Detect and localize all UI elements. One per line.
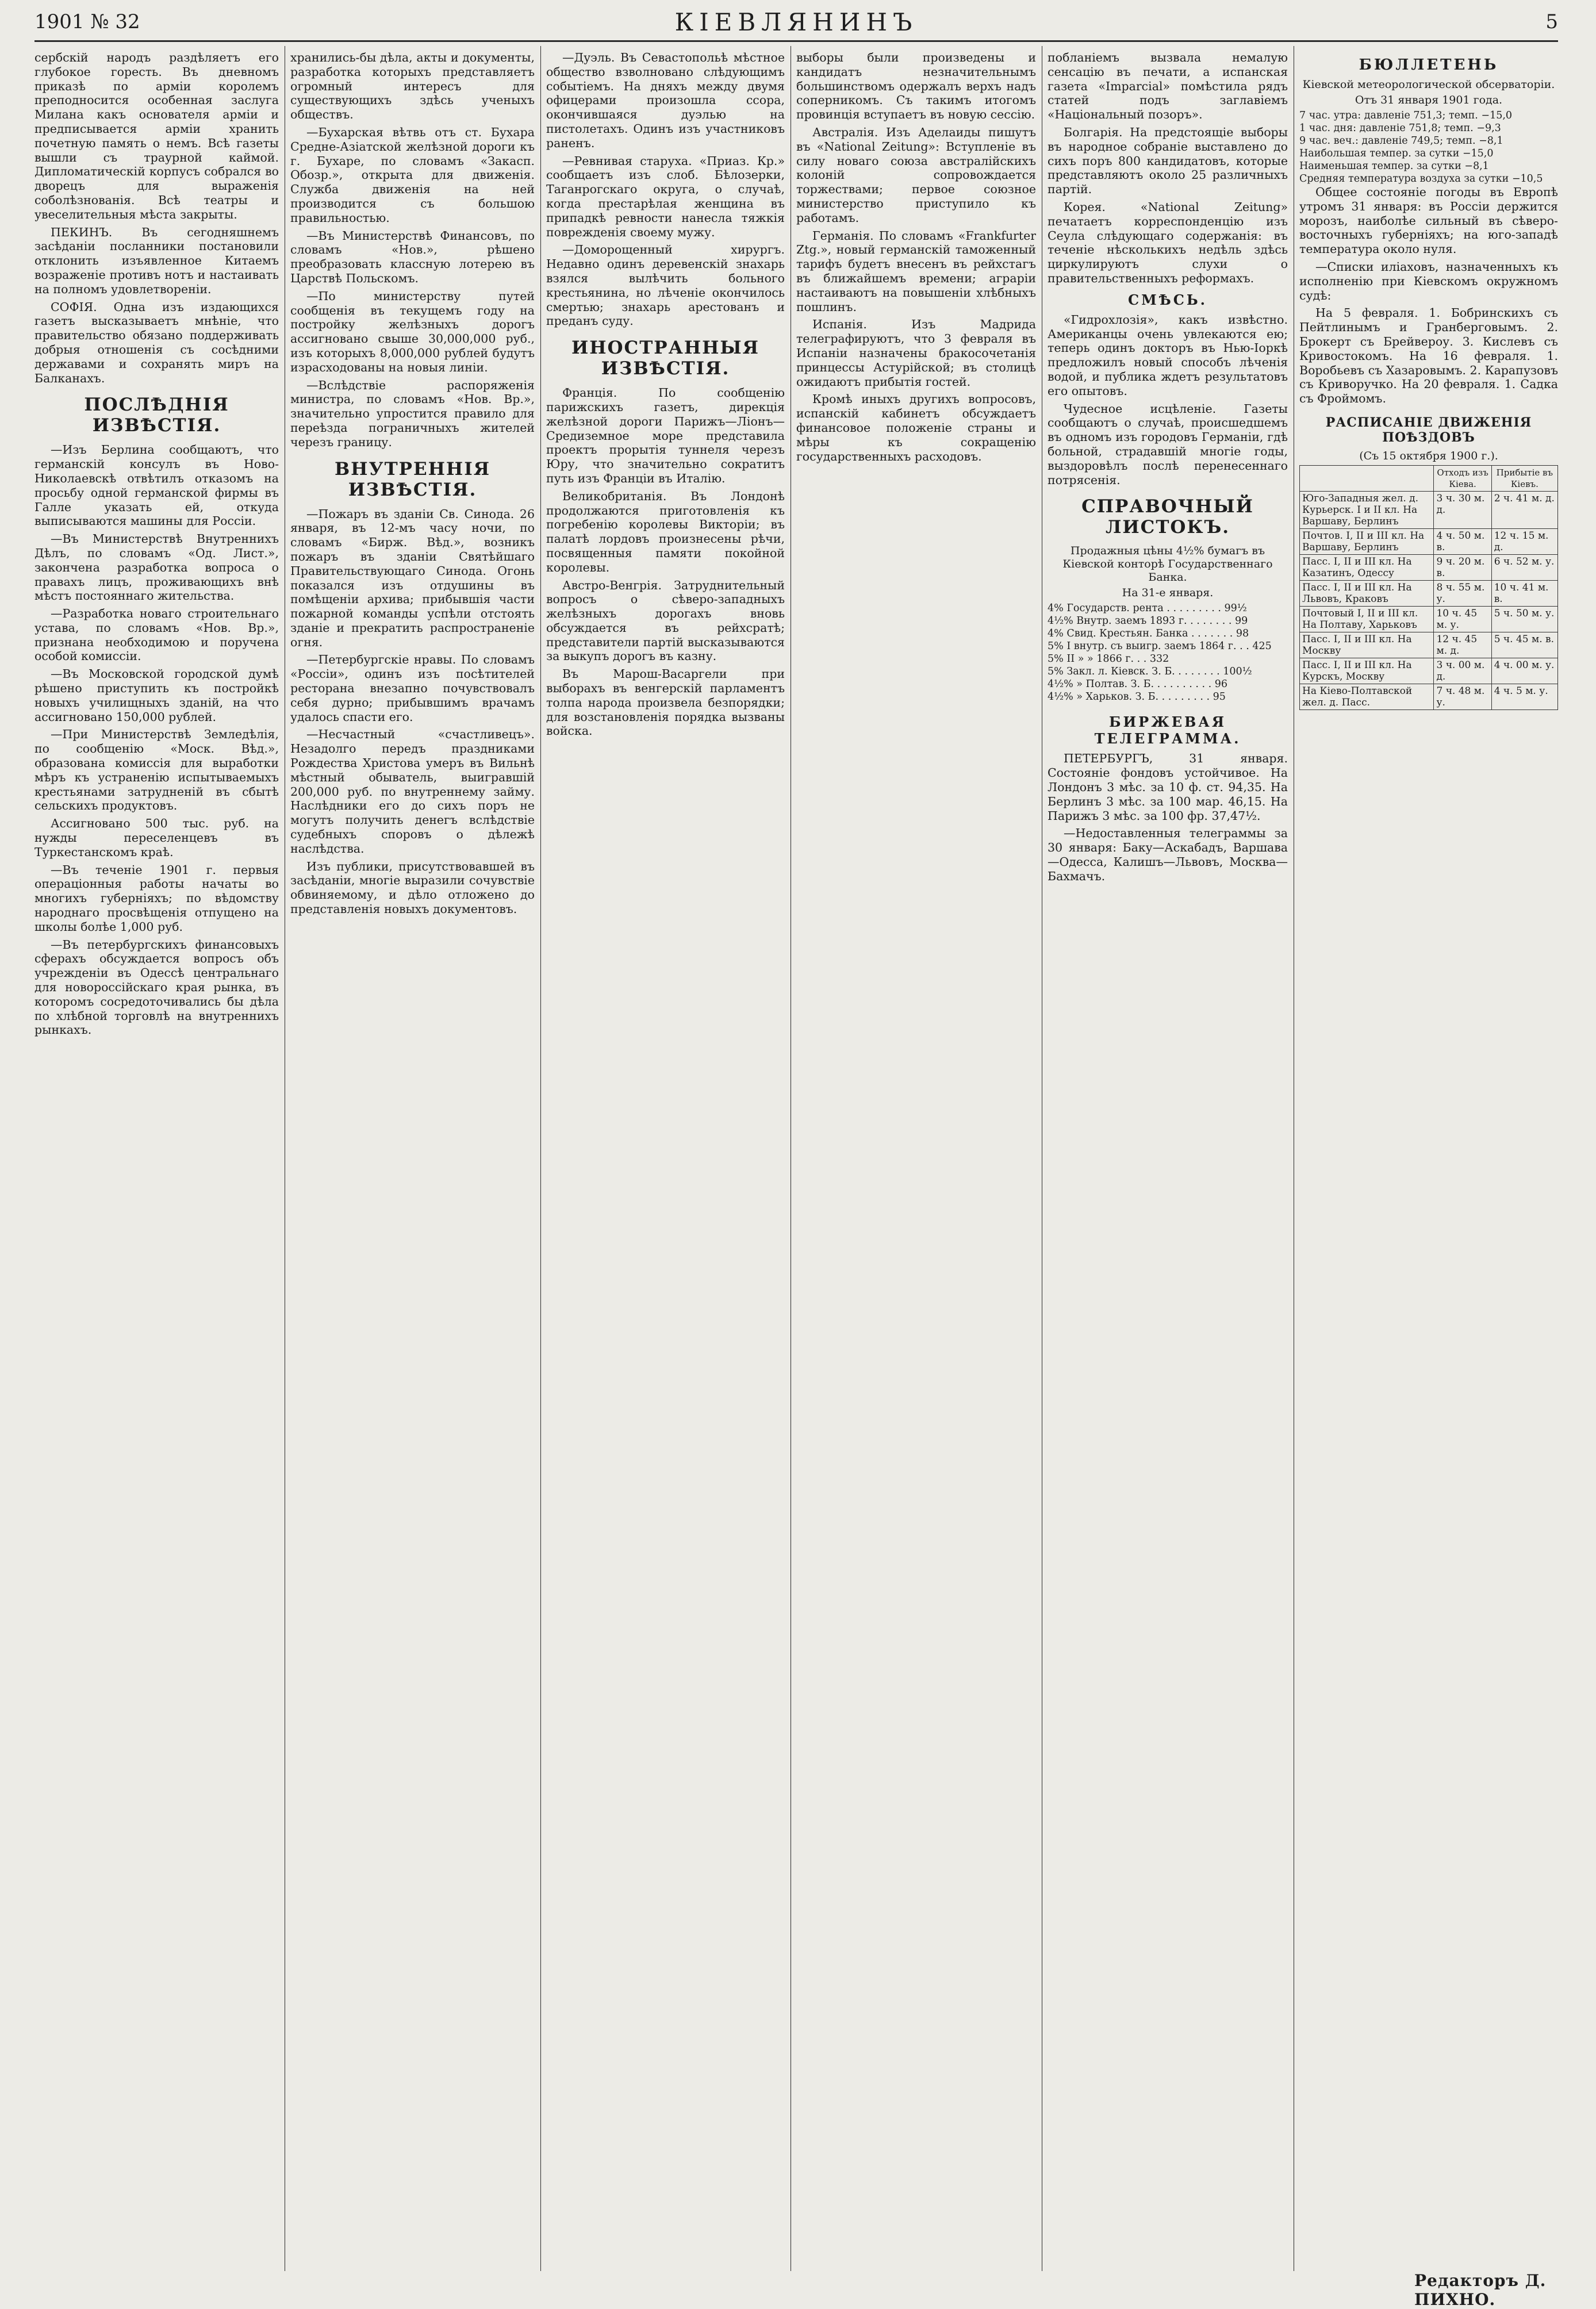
schedule-cell-arr: 5 ч. 50 м. у.: [1491, 606, 1557, 632]
schedule-cell-route: Почтовый I, II и III кл. На Полтаву, Харьковъ: [1300, 606, 1434, 632]
schedule-cell-dep: 3 ч. 30 м. д.: [1434, 491, 1491, 528]
stock-price-line: 5% Закл. л. Кіевск. З. Б. . . . . . . . 100½: [1048, 666, 1252, 678]
article-text: —Петербургскіе нравы. По словамъ «Россіи», одинъ изъ посѣтителей ресторана внезапно почувствовалъ себя дурно; прибывшимъ врачамъ удалось спасти его.: [290, 653, 535, 724]
column-header-departure: Отходъ изъ Кіева.: [1434, 465, 1491, 491]
article-text: Изъ публики, присутствовавшей въ засѣданіи, многіе выразили сочувствіе обвиняемому, и дѣло отложено до представленія новыхъ документовъ.: [290, 859, 535, 916]
schedule-cell-route: Пасс. I, II и III кл. На Москву: [1300, 632, 1434, 658]
table-row: [1300, 684, 1558, 709]
schedule-cell-route: Пасс. I, II и III кл. На Казатинъ, Одессу: [1300, 554, 1434, 580]
schedule-cell-route: На Кіево-Полтавской жел. д. Пасс.: [1300, 684, 1434, 709]
table-row: [1300, 632, 1558, 658]
article-text: —Въ петербургскихъ финансовыхъ сферахъ обсуждается вопросъ объ учрежденіи въ Одессѣ центральнаго для новороссійскаго края рынка, въ которомъ сосредоточивались бы дѣла по хлѣбной торговлѣ на внутреннихъ рынкахъ.: [34, 937, 279, 1037]
schedule-cell-route: Пасс. I, II и III кл. На Курскъ, Москву: [1300, 658, 1434, 684]
article-text: Въ Марош-Васаргели при выборахъ въ венгерскій парламентъ толпа народа произвела безпорядки; для возстановленія порядка вызваны войска.: [546, 667, 785, 738]
article-text: Франція. По сообщенію парижскихъ газетъ, дирекція желѣзной дороги Парижъ—Ліонъ—Средиземное море представила проектъ прорытія туннеля черезъ Юру, что значительно сократитъ путь изъ Франціи въ Италію.: [546, 386, 785, 485]
article-text: —Ревнивая старуха. «Приаз. Кр.» сообщаетъ изъ слоб. Бѣлозерки, Таганрогскаго округа, о случаѣ, когда престарѣлая женщина въ припадкѣ ревности нанесла тяжкія поврежденія своему мужу.: [546, 154, 785, 239]
table-row: [1300, 528, 1558, 554]
bulletin-subtitle: Кіевской метеорологической обсерваторіи.: [1302, 78, 1555, 91]
column-header-route: [1300, 465, 1434, 491]
stock-price-line: 5% I внутр. съ выигр. заемъ 1864 г. . . 425: [1048, 640, 1272, 653]
article-text: Болгарія. На предстоящіе выборы въ народное собраніе выставлено до сихъ поръ 800 кандидатовъ, которые представляютъ около 25 различныхъ партій.: [1048, 125, 1288, 197]
train-schedule-body: [1300, 491, 1558, 709]
train-schedule-table: [1299, 465, 1558, 710]
article-text: побланіемъ вызвала немалую сенсацію въ печати, а испанская газета «Imparcial» помѣстила рядъ статей подъ заглавіемъ «Національный позоръ».: [1048, 51, 1288, 122]
article-text: —Доморощенный хирургъ. Недавно одинъ деревенскій знахарь взялся вылѣчить больного крестьянина, но лѣченіе окончилось смертью; знахарь арестованъ и преданъ суду.: [546, 243, 785, 328]
article-text: —По министерству путей сообщенія въ текущемъ году на постройку желѣзныхъ дорогъ ассигновано свыше 30,000,000 руб., изъ которыхъ 8,000,000 рублей будутъ израсходованы на новыя линіи.: [290, 289, 535, 374]
schedule-cell-dep: 8 ч. 55 м. у.: [1434, 580, 1491, 606]
article-text: —Въ Министерствѣ Внутреннихъ Дѣлъ, по словамъ «Од. Лист.», закончена разработка вопроса о правахъ лицъ, проживающихъ внѣ мѣстъ постояннаго жительства.: [34, 532, 279, 603]
column-divider: [540, 46, 541, 2271]
schedule-subtitle: (Съ 15 октября 1900 г.).: [1359, 449, 1498, 462]
schedule-cell-dep: 4 ч. 50 м. в.: [1434, 528, 1491, 554]
page-number: 5: [1545, 10, 1558, 33]
article-text: хранились-бы дѣла, акты и документы, разработка которыхъ представляетъ огромный интересъ для существующихъ здѣсь ученыхъ обществъ.: [290, 51, 535, 122]
bulletin-title: БЮЛЛЕТЕНЬ: [1359, 56, 1499, 74]
telegram-text: —Недоставленныя телеграммы за 30 января: Баку—Аскабадъ, Варшава—Одесса, Калишъ—Львовъ, Москва—Бахмачъ.: [1048, 826, 1288, 883]
article-text: «Гидрохлозія», какъ извѣстно. Американцы очень увлекаются ею; теперь одинъ докторъ въ Нью-Іоркѣ предложилъ новый способъ лѣченія водой, и публика ждетъ результатовъ его опытовъ.: [1048, 312, 1288, 398]
section-heading-exchange: БИРЖЕВАЯ ТЕЛЕГРАММА.: [1094, 714, 1241, 747]
column-header-arrival: Прибытіе въ Кіевъ.: [1491, 465, 1557, 491]
schedule-cell-arr: 4 ч. 00 м. у.: [1491, 658, 1557, 684]
table-row: [1300, 554, 1558, 580]
newspaper-header: [34, 8, 1558, 36]
article-text: —Въ Министерствѣ Финансовъ, по словамъ «Нов.», рѣшено преобразовать классную лотерею въ Царствѣ Польскомъ.: [290, 228, 535, 285]
article-text: —Несчастный «счастливецъ». Незадолго передъ праздниками Рождества Христова умеръ въ Вильнѣ мѣстный обыватель, выигравшій 200,000 руб. по внутреннему займу. Наслѣдники его до сихъ поръ не могутъ получить денегъ вслѣдствіе судебныхъ споровъ о дѣлежѣ наслѣдства.: [290, 727, 535, 856]
section-heading-miscellany: СМѢСЬ.: [1127, 291, 1208, 308]
stock-price-line: 4½% Внутр. заемъ 1893 г. . . . . . . . 99: [1048, 615, 1248, 627]
schedule-cell-arr: 12 ч. 15 м. д.: [1491, 528, 1557, 554]
article-text: выборы были произведены и кандидатъ незначительнымъ большинствомъ одержалъ верхъ надъ соперникомъ. Съ такимъ итогомъ провинція вступаетъ въ новую сессію.: [796, 51, 1036, 122]
section-heading-foreign-news: ИНОСТРАННЫЯ ИЗВѢСТІЯ.: [571, 337, 760, 379]
section-heading-domestic-news: ВНУТРЕННІЯ ИЗВѢСТІЯ.: [334, 458, 491, 500]
stock-price-line: 4½% » Харьков. З. Б. . . . . . . . . 95: [1048, 691, 1226, 703]
column-5: [1048, 51, 1288, 2270]
court-lists-text: На 5 февраля. 1. Бобринскихъ съ Пейтлинымъ и Гранберговымъ. 2. Брокерт съ Брейвероу. 3. Кислевъ съ Кривостокомъ. На 16 февраля. 1. Воробьевъ съ Хазаровымъ. 2. Карапузовъ съ Криворучко. На 20 февраля. 1. Садка съ Фроймомъ.: [1299, 306, 1558, 406]
article-text: Австралія. Изъ Аделаиды пишутъ въ «National Zeitung»: Вступленіе въ силу новаго союза австралійскихъ колоній сопровождается торжествами; первое союзное министерство приступило къ работамъ.: [796, 125, 1036, 225]
section-heading-latest-news: ПОСЛѢДНІЯ ИЗВѢСТІЯ.: [84, 394, 229, 436]
column-3: [546, 51, 785, 2270]
article-text: —Вслѣдствіе распоряженія министра, по словамъ «Нов. Вр.», значительно упростится правило для переѣзда пограничныхъ жителей черезъ границу.: [290, 378, 535, 449]
article-text: СОФІЯ. Одна изъ издающихся газетъ высказываетъ мнѣніе, что правительство обязано поддерживать добрыя отношенія съ сосѣдними державами и сохранять миръ на Балканахъ.: [34, 300, 279, 385]
article-text: —Въ теченіе 1901 г. первыя операціонныя работы начаты во многихъ губерніяхъ; по вѣдомству народнаго просвѣщенія отпущено на школы болѣе 1,000 руб.: [34, 862, 279, 934]
article-text: Германія. По словамъ «Frankfurter Ztg.», новый германскій таможенный тарифъ будетъ внесенъ въ рейхстагъ въ ближайшемъ времени; аграріи настаиваютъ на повышеніи хлѣбныхъ пошлинъ.: [796, 228, 1036, 314]
reference-subtitle: Продажныя цѣны 4½% бумагъ въ Кіевской конторѣ Государственнаго Банка.: [1062, 544, 1273, 584]
article-text: Великобританія. Въ Лондонѣ продолжаются приготовленія къ погребенію королевы Викторіи; въ палатѣ лордовъ произнесены рѣчи, посвященныя памяти покойной королевы.: [546, 489, 785, 574]
column-6: [1299, 51, 1558, 2270]
schedule-cell-dep: 3 ч. 00 м. д.: [1434, 658, 1491, 684]
article-text: —Разработка новаго строительнаго устава, по словамъ «Нов. Вр.», признана необходимою и поручена особой комиссіи.: [34, 607, 279, 663]
article-text: —При Министерствѣ Земледѣлія, по сообщенію «Моск. Вѣд.», образована комиссія для выработки мѣръ къ устраненію испытываемыхъ крестьянами затрудненій въ сбытѣ сельскихъ продуктовъ.: [34, 727, 279, 813]
schedule-title: РАСПИСАНІЕ ДВИЖЕНІЯ ПОѢЗДОВЪ: [1325, 415, 1532, 445]
stock-price-line: 5% II » » 1866 г. . . 332: [1048, 653, 1169, 665]
section-heading-reference: СПРАВОЧНЫЙ ЛИСТОКЪ.: [1081, 496, 1254, 538]
table-row: [1300, 580, 1558, 606]
reference-date: На 31-е января.: [1122, 586, 1214, 600]
stock-price-line: 4% Свид. Крестьян. Банка . . . . . . . 98: [1048, 628, 1249, 640]
schedule-cell-arr: 2 ч. 41 м. д.: [1491, 491, 1557, 528]
article-text: —Изъ Берлина сообщаютъ, что германскій консулъ въ Ново-Николаевскѣ отвѣтилъ отказомъ на просьбу одной германской фирмы въ Галле указать ей, откуда выписываются машины для Россіи.: [34, 443, 279, 528]
schedule-cell-route: Почтов. I, II и III кл. На Варшаву, Берлинъ: [1300, 528, 1434, 554]
weather-reading: 9 час. веч.: давленіе 749,5; темп. −8,1: [1299, 135, 1503, 147]
article-text: —Дуэль. Въ Севастопольѣ мѣстное общество взволновано слѣдующимъ событіемъ. На дняхъ между двумя офицерами произошла ссора, окончившаяся дуэлью на пистолетахъ. Одинъ изъ участниковъ раненъ.: [546, 51, 785, 150]
article-text: ПЕКИНЪ. Въ сегодняшнемъ засѣданіи посланники постановили отклонить изъявленное Китаемъ возраженіе противъ нотъ и настаивать на полномъ удовлетвореніи.: [34, 225, 279, 296]
schedule-cell-route: Юго-Западныя жел. д. Курьерск. I и II кл. На Варшаву, Берлинъ: [1300, 491, 1434, 528]
stock-price-line: 4½% » Полтав. З. Б. . . . . . . . . . 96: [1048, 678, 1227, 691]
court-lists-title: —Списки иліаховъ, назначенныхъ къ исполненію при Кіевскомъ окружномъ судѣ:: [1299, 259, 1558, 302]
article-text: Чудесное исцѣленіе. Газеты сообщаютъ о случаѣ, происшедшемъ въ одномъ изъ городовъ Германіи, гдѣ больной, страдавшій многіе годы, выздоровѣлъ послѣ перенесеннаго потрясенія.: [1048, 401, 1288, 487]
column-2: [290, 51, 535, 2270]
schedule-cell-arr: 4 ч. 5 м. у.: [1491, 684, 1557, 709]
bulletin-date: Отъ 31 января 1901 года.: [1355, 94, 1503, 106]
schedule-cell-arr: 10 ч. 41 м. в.: [1491, 580, 1557, 606]
exchange-text: ПЕТЕРБУРГЪ, 31 января. Состояніе фондовъ устойчивое. На Лондонъ 3 мѣс. за 10 ф. ст. 94,35. На Берлинъ 3 мѣс. за 100 мар. 46,15. На Парижъ 3 мѣс. за 100 фр. 37,47½.: [1048, 751, 1288, 823]
schedule-cell-dep: 10 ч. 45 м. у.: [1434, 606, 1491, 632]
weather-readings: [1299, 109, 1558, 185]
schedule-cell-dep: 7 ч. 48 м. у.: [1434, 684, 1491, 709]
article-text: —Пожаръ въ зданіи Св. Синода. 26 января, въ 12-мъ часу ночи, по словамъ «Бирж. Вѣд.», возникъ пожаръ въ зданіи Святѣйшаго Правительствующаго Синода. Огонь показался изъ отдушины въ помѣщеніи архива; прибывшія части пожарной команды успѣли отстоять зданіе и прекратить распространеніе огня.: [290, 507, 535, 649]
schedule-cell-route: Пасс. I, II и III кл. На Львовъ, Краковъ: [1300, 580, 1434, 606]
column-4: [796, 51, 1036, 2270]
table-row: [1300, 606, 1558, 632]
table-row: [1300, 658, 1558, 684]
table-header-row: [1300, 465, 1558, 491]
weather-reading: Средняя температура воздуха за сутки −10,5: [1299, 173, 1543, 185]
schedule-cell-dep: 9 ч. 20 м. в.: [1434, 554, 1491, 580]
schedule-cell-arr: 6 ч. 52 м. у.: [1491, 554, 1557, 580]
article-text: —Въ Московской городской думѣ рѣшено приступить къ постройкѣ новыхъ училищныхъ зданій, на что ассигновано 150,000 рублей.: [34, 667, 279, 724]
issue-number: 1901 № 32: [34, 10, 140, 33]
weather-reading: 1 час. дня: давленіе 751,8; темп. −9,3: [1299, 122, 1501, 134]
article-text: —Бухарская вѣтвь отъ ст. Бухара Средне-Азіатской желѣзной дороги къ г. Бухаре, по словамъ «Закасп. Обозр.», открыта для движенія. Служба движенія на ней производится съ большою правильностью.: [290, 125, 535, 225]
article-text: Кромѣ иныхъ другихъ вопросовъ, испанскій кабинетъ обсуждаетъ финансовое положеніе страны и мѣры къ сокращенію государственныхъ расходовъ.: [796, 392, 1036, 463]
masthead-title: КІЕВЛЯНИНЪ: [674, 8, 918, 36]
stock-price-list: [1048, 602, 1288, 703]
weather-reading: Наибольшая темпер. за сутки −15,0: [1299, 148, 1494, 159]
article-text: Ассигновано 500 тыс. руб. на нужды переселенцевъ въ Туркестанскомъ краѣ.: [34, 816, 279, 859]
stock-price-line: 4% Государств. рента . . . . . . . . . 99½: [1048, 603, 1247, 615]
column-1: [34, 51, 279, 2270]
article-text: сербскій народъ раздѣляетъ его глубокое горесть. Въ дневномъ приказѣ по арміи королемъ преподносится особенная заслуга Милана какъ основателя арміи и предписывается арміи хранить почетную память о немъ. Всѣ газеты вышли съ траурной каймой. Дипломатическій корпусъ собрался во дворецъ для выраженія соболѣзнованія. Всѣ театры и увеселительныя мѣста закрыты.: [34, 51, 279, 221]
schedule-cell-dep: 12 ч. 45 м. д.: [1434, 632, 1491, 658]
editor-signature: Редакторъ Д. ПИХНО.: [1414, 2271, 1547, 2309]
schedule-cell-arr: 5 ч. 45 м. в.: [1491, 632, 1557, 658]
table-row: [1300, 491, 1558, 528]
weather-note: Общее состояніе погоды въ Европѣ утромъ 31 января: въ Россіи держится морозъ, наиболѣе сильный въ сѣверо-восточныхъ губерніяхъ; на юго-западѣ температура около нуля.: [1299, 185, 1558, 256]
weather-reading: Наименьшая темпер. за сутки −8,1: [1299, 160, 1489, 172]
article-text: Австро-Венгрія. Затруднительный вопросъ о сѣверо-западныхъ желѣзныхъ дорогахъ вновь обсуждается въ рейхсратѣ; представители партій высказываются за выкупъ дорогъ въ казну.: [546, 578, 785, 663]
header-rule: [34, 40, 1558, 42]
article-text: Корея. «National Zeitung» печатаетъ корреспонденцію изъ Сеула слѣдующаго содержанія: въ теченіе нѣсколькихъ недѣль здѣсь циркулируютъ слухи о правительственныхъ реформахъ.: [1048, 200, 1288, 285]
weather-reading: 7 час. утра: давленіе 751,3; темп. −15,0: [1299, 110, 1513, 121]
article-text: Испанія. Изъ Мадрида телеграфируютъ, что 3 февраля въ Испаніи назначены бракосочетанія принцессы Астурійской; въ столицѣ ожидаютъ прибытія гостей.: [796, 317, 1036, 389]
